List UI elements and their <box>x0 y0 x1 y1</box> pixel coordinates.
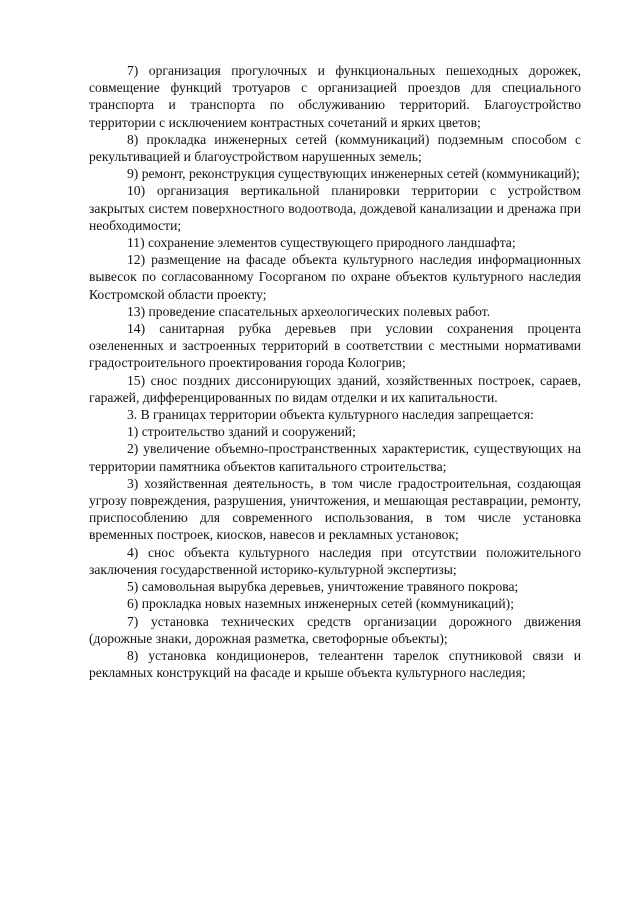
prohibited-item-8: 8) установка кондиционеров, телеантенн тарелок спутниковой связи и рекламных конструкций на фасаде и крыше объекта культурного наследия; <box>89 647 581 681</box>
prohibited-item-6: 6) прокладка новых наземных инженерных сетей (коммуникаций); <box>127 596 514 612</box>
paragraph-item-7-walkways: 7) организация прогулочных и функциональных пешеходных дорожек, совмещение функций тротуаров с организацией проездов для специального транспорта и транспорта по обслуживанию территорий. Благоустройство территории с исключением контрастных сочетаний и ярких цветов; <box>89 63 581 130</box>
prohibited-item-7: 7) установка технических средств организации дорожного движения (дорожные знаки, дорожная разметка, светофорные объекты); <box>89 613 581 646</box>
section-3-heading: 3. В границах территории объекта культурного наследия запрещается: <box>127 407 534 423</box>
paragraph-item-10-vertical-planning: 10) организация вертикальной планировки территории с устройством закрытых систем поверхностного водоотвода, дождевой канализации и дренажа при необходимости; <box>89 183 581 233</box>
prohibited-item-2: 2) увеличение объемно-пространственных характеристик, существующих на территории памятника объектов капитального строительства; <box>89 441 581 474</box>
prohibited-item-1: 1) строительство зданий и сооружений; <box>127 424 356 440</box>
document-body <box>89 62 581 681</box>
paragraph-item-15-demolition: 15) снос поздних диссонирующих зданий, хозяйственных построек, сараев, гаражей, дифференцированных по видам отделки и их капитальности. <box>89 372 581 405</box>
paragraph-item-12-signage: 12) размещение на фасаде объекта культурного наследия информационных вывесок по согласованному Госорганом по охране объектов культурного наследия Костромской области проекту; <box>89 252 581 302</box>
paragraph-item-11-landscape: 11) сохранение элементов существующего природного ландшафта; <box>127 235 516 251</box>
paragraph-item-13-archaeology: 13) проведение спасательных археологических полевых работ. <box>127 303 491 319</box>
paragraph-item-14-sanitary-felling: 14) санитарная рубка деревьев при условии сохранения процента озелененных и застроенных территорий в соответствии с местными нормативами градостроительного проектирования города Кологрив; <box>89 321 581 371</box>
paragraph-item-8-underground-networks: 8) прокладка инженерных сетей (коммуникаций) подземным способом с рекультивацией и благоустройством нарушенных земель; <box>89 131 581 165</box>
paragraph-item-9-repair-networks: 9) ремонт, реконструкция существующих инженерных сетей (коммуникаций); <box>127 166 580 182</box>
prohibited-item-3: 3) хозяйственная деятельность, в том числе градостроительная, создающая угрозу повреждения, разрушения, уничтожения, и мешающая реставрации, ремонту, приспособлению для современного использования, в том числе установка временных построек, киосков, навесов и рекламных установок; <box>89 475 581 543</box>
prohibited-item-4: 4) снос объекта культурного наследия при отсутствии положительного заключения государственной историко-культурной экспертизы; <box>89 544 581 577</box>
prohibited-item-5: 5) самовольная вырубка деревьев, уничтожение травяного покрова; <box>127 579 519 595</box>
